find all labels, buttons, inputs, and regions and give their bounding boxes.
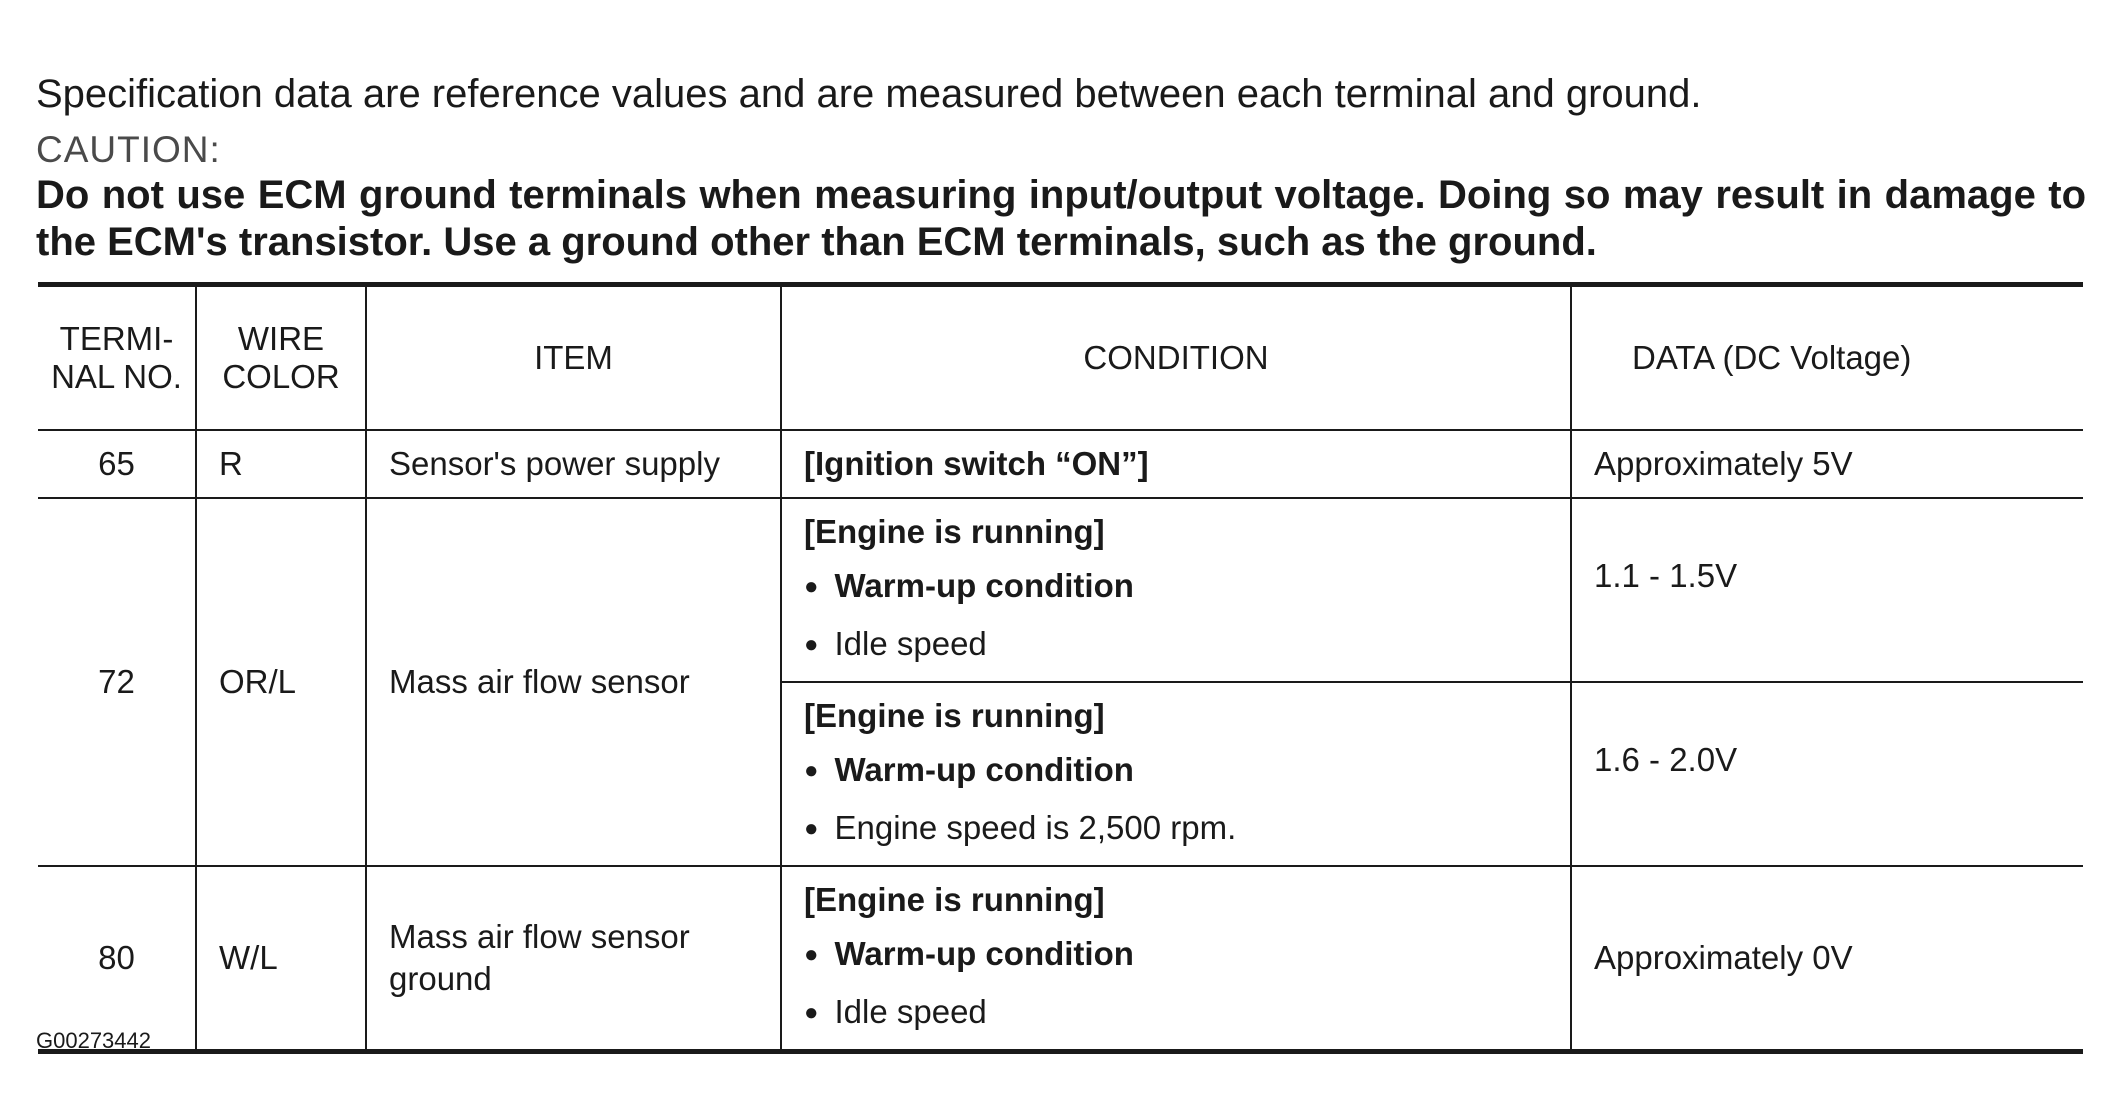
wire-color: W/L — [196, 866, 366, 1052]
caution-text: Do not use ECM ground terminals when measuring input/output voltage. Doing so may result in damage to the ECM's transistor. Use a ground other than ECM terminals, such as the ground. — [36, 173, 2086, 264]
condition-bullet: ● Warm-up condition — [804, 927, 1548, 985]
table-header-row — [38, 285, 2083, 431]
header-terminal-no: TERMI-NAL NO. — [38, 285, 196, 431]
caution-label: CAUTION: — [36, 129, 221, 170]
data-value: 1.1 - 1.5V — [1571, 498, 2083, 682]
header-data: DATA (DC Voltage) — [1571, 285, 2083, 431]
condition-bullet: ● Engine speed is 2,500 rpm. — [804, 801, 1548, 859]
terminal-no: 72 — [38, 498, 196, 866]
header-condition: CONDITION — [781, 285, 1571, 431]
condition-bullet: ● Idle speed — [804, 617, 1548, 675]
condition — [781, 866, 1571, 1052]
item: Sensor's power supply — [366, 430, 781, 498]
condition — [781, 498, 1571, 682]
table-row — [38, 430, 2083, 498]
condition-bullet: ● Warm-up condition — [804, 743, 1548, 801]
condition-heading: [Engine is running] — [804, 881, 1105, 918]
data-value: 1.6 - 2.0V — [1571, 682, 2083, 866]
condition-bullet: ● Idle speed — [804, 985, 1548, 1043]
condition-bullet: ● Warm-up condition — [804, 559, 1548, 617]
spec-table — [38, 282, 2083, 1054]
figure-id: G00273442 — [36, 1028, 151, 1053]
condition-heading: [Engine is running] — [804, 697, 1105, 734]
table-row — [38, 866, 2083, 1052]
data-value: Approximately 0V — [1571, 866, 2083, 1052]
wire-color: OR/L — [196, 498, 366, 866]
terminal-no: 65 — [38, 430, 196, 498]
table-row — [38, 498, 2083, 682]
condition — [781, 430, 1571, 498]
condition-heading: [Ignition switch “ON”] — [804, 445, 1149, 482]
data-value: Approximately 5V — [1571, 430, 2083, 498]
wire-color: R — [196, 430, 366, 498]
condition-heading: [Engine is running] — [804, 513, 1105, 550]
item: Mass air flow sensor — [366, 498, 781, 866]
header-item: ITEM — [366, 285, 781, 431]
condition — [781, 682, 1571, 866]
terminal-no: 80 — [38, 866, 196, 1052]
header-wire-color: WIRE COLOR — [196, 285, 366, 431]
item: Mass air flow sensor ground — [366, 866, 781, 1052]
intro-text: Specification data are reference values and are measured between each terminal and ground. — [36, 72, 1702, 116]
